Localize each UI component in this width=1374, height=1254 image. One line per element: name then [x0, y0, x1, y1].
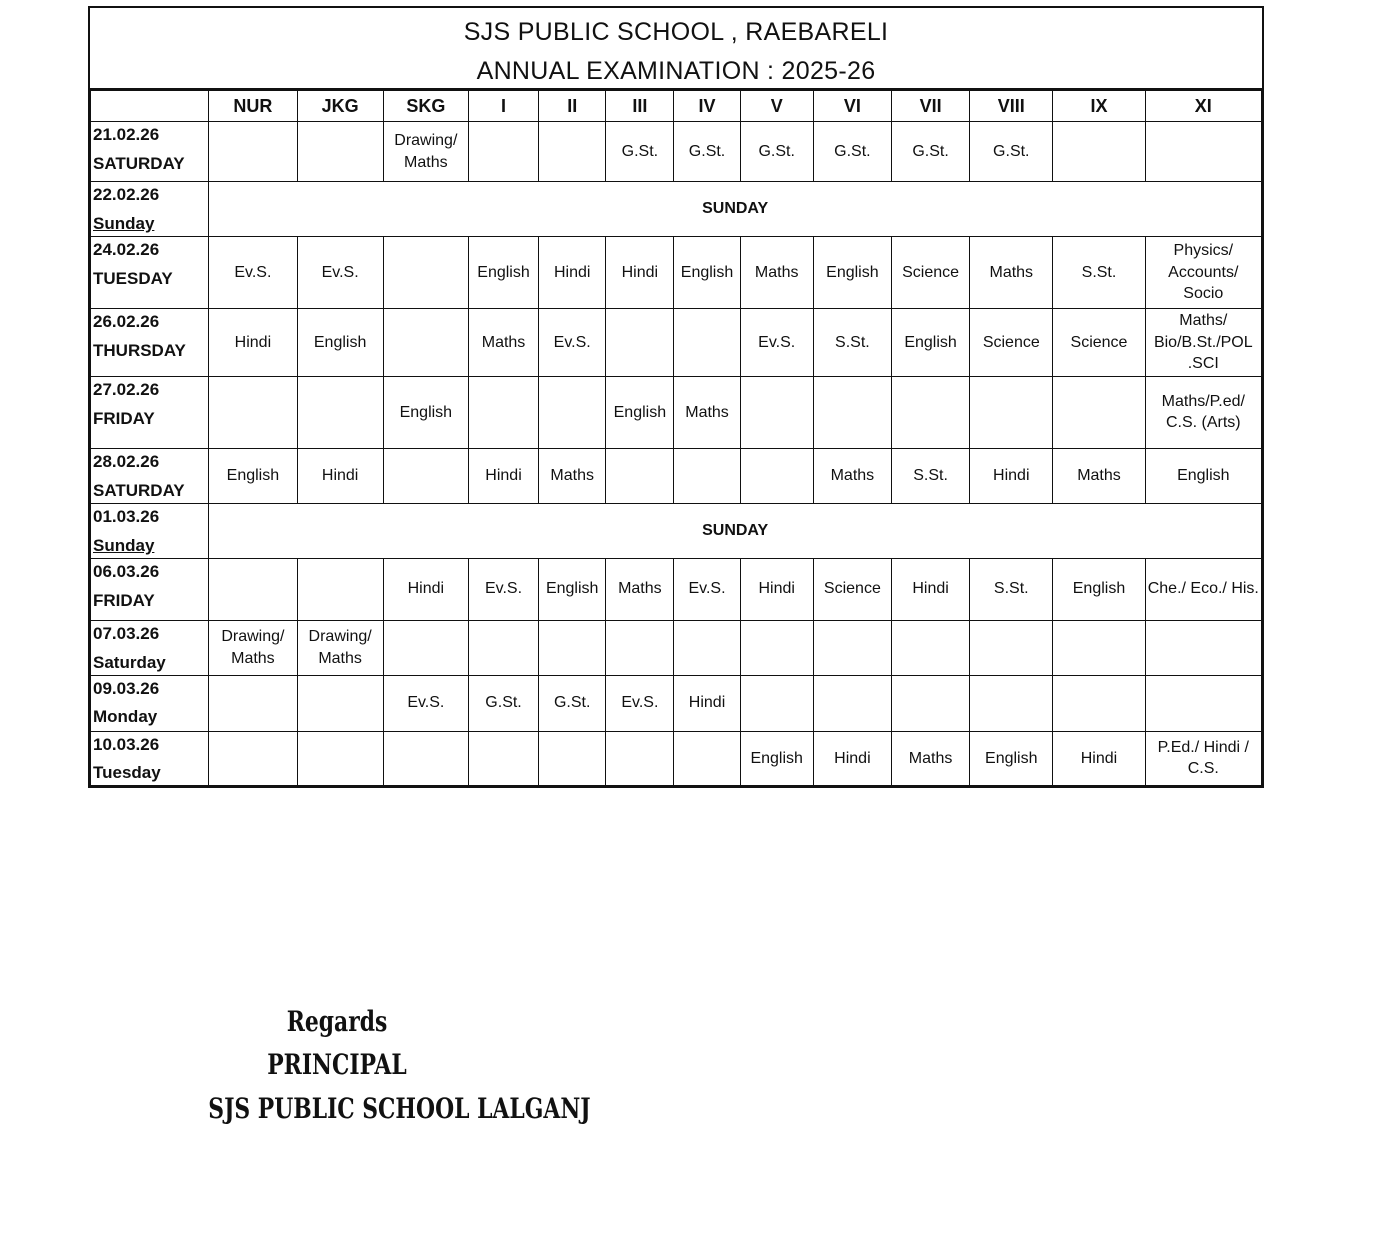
subject-cell: G.St.	[970, 122, 1053, 182]
subject-cell: Drawing/ Maths	[297, 620, 383, 675]
subject-cell: Science	[813, 558, 891, 620]
exam-date: 07.03.26	[93, 623, 160, 643]
empty-cell	[209, 558, 297, 620]
subject-cell: Maths	[539, 448, 606, 503]
subject-cell: G.St.	[606, 122, 674, 182]
empty-cell	[1145, 675, 1261, 731]
empty-cell	[468, 122, 538, 182]
column-header-class: III	[606, 91, 674, 122]
subject-cell: English	[539, 558, 606, 620]
empty-cell	[606, 620, 674, 675]
subject-cell: S.St.	[1053, 236, 1145, 308]
subject-cell: Ev.S.	[539, 308, 606, 376]
subject-cell: English	[1145, 448, 1261, 503]
empty-cell	[297, 558, 383, 620]
subject-cell: Hindi	[539, 236, 606, 308]
empty-cell	[970, 620, 1053, 675]
date-cell	[91, 558, 209, 620]
empty-cell	[297, 675, 383, 731]
subject-cell: English	[970, 731, 1053, 786]
subject-cell: Ev.S.	[209, 236, 297, 308]
empty-cell	[297, 376, 383, 448]
subject-cell: English	[891, 308, 969, 376]
date-cell	[91, 731, 209, 786]
table-row	[91, 675, 1262, 731]
empty-cell	[209, 376, 297, 448]
subject-cell: P.Ed./ Hindi / C.S.	[1145, 731, 1261, 786]
empty-cell	[383, 448, 468, 503]
school-title: SJS PUBLIC SCHOOL , RAEBARELI	[463, 18, 889, 46]
subject-cell: Maths	[970, 236, 1053, 308]
empty-cell	[383, 236, 468, 308]
empty-cell	[813, 620, 891, 675]
exam-date: 09.03.26	[93, 678, 160, 698]
date-cell	[91, 620, 209, 675]
subject-cell: Maths	[674, 376, 740, 448]
empty-cell	[539, 731, 606, 786]
empty-cell	[468, 731, 538, 786]
empty-cell	[539, 122, 606, 182]
signoff-block	[172, 1000, 591, 1130]
empty-cell	[468, 620, 538, 675]
empty-cell	[606, 308, 674, 376]
subject-cell: Science	[1053, 308, 1145, 376]
subject-cell: Maths/P.ed/ C.S. (Arts)	[1145, 376, 1261, 448]
empty-cell	[606, 731, 674, 786]
subject-cell: Maths	[813, 448, 891, 503]
holiday-row	[91, 503, 1262, 558]
table-row	[91, 620, 1262, 675]
table-row	[91, 236, 1262, 308]
date-cell	[91, 308, 209, 376]
subject-cell: Science	[970, 308, 1053, 376]
column-header-class: V	[740, 91, 813, 122]
subject-cell: Maths	[891, 731, 969, 786]
column-header-class: VI	[813, 91, 891, 122]
exam-date: 27.02.26	[93, 379, 160, 399]
subject-cell: English	[606, 376, 674, 448]
exam-day: THURSDAY	[93, 340, 186, 360]
empty-cell	[297, 731, 383, 786]
empty-cell	[209, 731, 297, 786]
exam-date: 28.02.26	[93, 451, 160, 471]
subject-cell: Maths	[1053, 448, 1145, 503]
exam-date: 06.03.26	[93, 561, 160, 581]
exam-schedule-sheet	[88, 6, 1264, 788]
header-row	[91, 91, 1262, 122]
subject-cell: Hindi	[813, 731, 891, 786]
empty-cell	[813, 675, 891, 731]
date-cell	[91, 376, 209, 448]
column-header-class: VIII	[970, 91, 1053, 122]
empty-cell	[1053, 376, 1145, 448]
subject-cell: Physics/ Accounts/ Socio	[1145, 236, 1261, 308]
empty-cell	[209, 675, 297, 731]
empty-cell	[891, 675, 969, 731]
subject-cell: Hindi	[383, 558, 468, 620]
exam-date: 22.02.26	[93, 185, 160, 204]
exam-date: 10.03.26	[93, 734, 160, 754]
exam-day: TUESDAY	[93, 268, 173, 288]
column-header-class: XI	[1145, 91, 1261, 122]
subject-cell: Drawing/ Maths	[383, 122, 468, 182]
subject-cell: Ev.S.	[740, 308, 813, 376]
table-row	[91, 376, 1262, 448]
exam-date: 26.02.26	[93, 311, 160, 331]
holiday-label: SUNDAY	[209, 182, 1262, 237]
exam-day: Sunday	[93, 213, 155, 233]
empty-cell	[383, 620, 468, 675]
column-header-date	[91, 91, 209, 122]
subject-cell: G.St.	[468, 675, 538, 731]
subject-cell: English	[740, 731, 813, 786]
table-row	[91, 122, 1262, 182]
subject-cell: English	[209, 448, 297, 503]
date-cell	[91, 182, 209, 237]
subject-cell: Ev.S.	[297, 236, 383, 308]
subject-cell: Science	[891, 236, 969, 308]
empty-cell	[383, 731, 468, 786]
subject-cell: S.St.	[970, 558, 1053, 620]
date-cell	[91, 503, 209, 558]
exam-day: Monday	[93, 707, 158, 727]
empty-cell	[606, 448, 674, 503]
empty-cell	[539, 376, 606, 448]
subject-cell: Ev.S.	[468, 558, 538, 620]
column-header-class: I	[468, 91, 538, 122]
empty-cell	[891, 620, 969, 675]
exam-date: 24.02.26	[93, 239, 160, 259]
empty-cell	[674, 620, 740, 675]
exam-day: Saturday	[93, 652, 166, 672]
date-cell	[91, 675, 209, 731]
table-row	[91, 558, 1262, 620]
column-header-class: IX	[1053, 91, 1145, 122]
empty-cell	[1053, 675, 1145, 731]
subject-cell: English	[468, 236, 538, 308]
title-block	[90, 8, 1262, 90]
subject-cell: Che./ Eco./ His.	[1145, 558, 1261, 620]
empty-cell	[970, 376, 1053, 448]
empty-cell	[740, 620, 813, 675]
empty-cell	[468, 376, 538, 448]
subject-cell: Maths	[606, 558, 674, 620]
column-header-class: IV	[674, 91, 740, 122]
empty-cell	[970, 675, 1053, 731]
holiday-row	[91, 182, 1262, 237]
subject-cell: G.St.	[674, 122, 740, 182]
exam-day: Tuesday	[93, 763, 161, 783]
subject-cell: Hindi	[606, 236, 674, 308]
subject-cell: G.St.	[891, 122, 969, 182]
subject-cell: Ev.S.	[383, 675, 468, 731]
subject-cell: English	[813, 236, 891, 308]
column-header-class: NUR	[209, 91, 297, 122]
subject-cell: G.St.	[539, 675, 606, 731]
subject-cell: S.St.	[813, 308, 891, 376]
empty-cell	[383, 308, 468, 376]
subject-cell: English	[297, 308, 383, 376]
subject-cell: G.St.	[813, 122, 891, 182]
empty-cell	[813, 376, 891, 448]
signoff-regards: Regards	[286, 1005, 388, 1038]
signoff-school: SJS PUBLIC SCHOOL LALGANJ	[208, 1091, 591, 1125]
subject-cell: Maths/ Bio/B.St./POL .SCI	[1145, 308, 1261, 376]
column-header-class: II	[539, 91, 606, 122]
exam-day: FRIDAY	[93, 408, 155, 428]
subject-cell: English	[1053, 558, 1145, 620]
table-row	[91, 308, 1262, 376]
subject-cell: Drawing/ Maths	[209, 620, 297, 675]
date-cell	[91, 448, 209, 503]
signoff-title: PRINCIPAL	[267, 1048, 407, 1082]
subject-cell: Hindi	[468, 448, 538, 503]
subject-cell: Hindi	[891, 558, 969, 620]
exam-day: SATURDAY	[93, 480, 185, 500]
column-header-class: JKG	[297, 91, 383, 122]
empty-cell	[539, 620, 606, 675]
exam-title: ANNUAL EXAMINATION : 2025-26	[476, 57, 876, 85]
exam-day: FRIDAY	[93, 590, 155, 610]
subject-cell: Ev.S.	[606, 675, 674, 731]
empty-cell	[1053, 620, 1145, 675]
column-header-class: VII	[891, 91, 969, 122]
exam-date: 21.02.26	[93, 125, 160, 144]
empty-cell	[740, 448, 813, 503]
empty-cell	[674, 448, 740, 503]
exam-date: 01.03.26	[93, 506, 160, 526]
empty-cell	[1053, 122, 1145, 182]
table-row	[91, 448, 1262, 503]
subject-cell: Hindi	[674, 675, 740, 731]
empty-cell	[209, 122, 297, 182]
holiday-label: SUNDAY	[209, 503, 1262, 558]
subject-cell: Ev.S.	[674, 558, 740, 620]
empty-cell	[1145, 122, 1261, 182]
exam-day: Sunday	[93, 535, 155, 555]
subject-cell: English	[674, 236, 740, 308]
exam-day: SATURDAY	[93, 153, 185, 173]
empty-cell	[740, 675, 813, 731]
subject-cell: Hindi	[970, 448, 1053, 503]
column-header-class: SKG	[383, 91, 468, 122]
subject-cell: Maths	[740, 236, 813, 308]
subject-cell: Hindi	[1053, 731, 1145, 786]
subject-cell: G.St.	[740, 122, 813, 182]
empty-cell	[674, 308, 740, 376]
subject-cell: Maths	[468, 308, 538, 376]
table-row	[91, 731, 1262, 786]
empty-cell	[740, 376, 813, 448]
empty-cell	[1145, 620, 1261, 675]
empty-cell	[674, 731, 740, 786]
subject-cell: Hindi	[209, 308, 297, 376]
subject-cell: S.St.	[891, 448, 969, 503]
subject-cell: Hindi	[740, 558, 813, 620]
subject-cell: English	[383, 376, 468, 448]
date-cell	[91, 236, 209, 308]
date-cell	[91, 122, 209, 182]
exam-timetable	[90, 90, 1262, 786]
empty-cell	[297, 122, 383, 182]
empty-cell	[891, 376, 969, 448]
subject-cell: Hindi	[297, 448, 383, 503]
